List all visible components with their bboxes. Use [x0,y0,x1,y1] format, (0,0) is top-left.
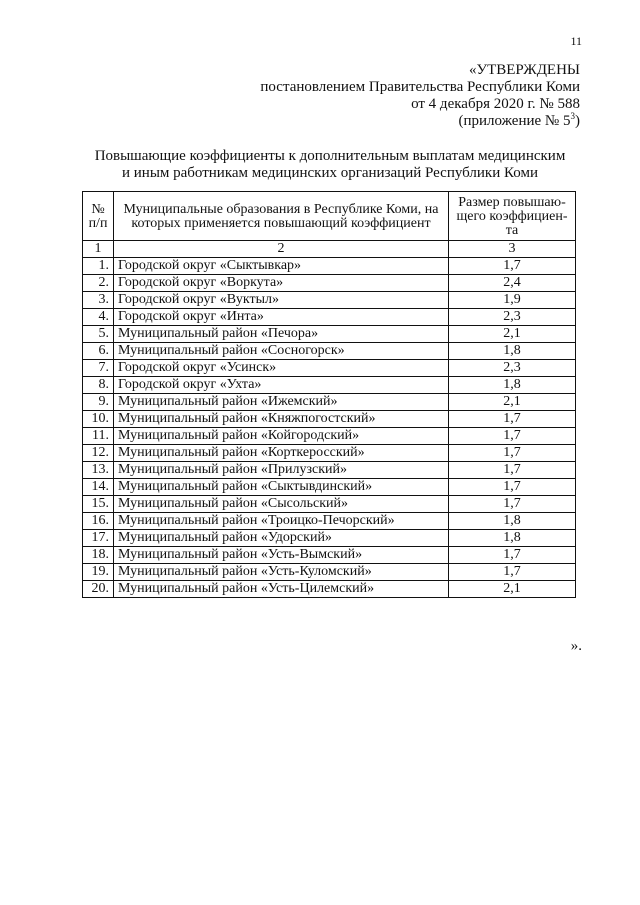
coefficient-value: 2,1 [449,326,576,343]
table-row [83,343,576,360]
coefficient-value: 2,1 [449,581,576,598]
coefficient-value: 1,7 [449,564,576,581]
table-row [83,479,576,496]
coefficient-value: 2,1 [449,394,576,411]
document-title [80,148,580,182]
row-number: 12. [83,445,114,462]
municipality-name: Муниципальный район «Печора» [114,326,449,343]
coefficient-value: 1,8 [449,530,576,547]
municipality-name: Муниципальный район «Прилузский» [114,462,449,479]
municipality-name: Муниципальный район «Княжпогостский» [114,411,449,428]
municipality-name: Муниципальный район «Троицко-Печорский» [114,513,449,530]
table-row [83,394,576,411]
municipality-name: Муниципальный район «Сысольский» [114,496,449,513]
title-line-1: Повышающие коэффициенты к дополнительным выплатам медицинским [94,148,566,164]
row-number: 7. [83,360,114,377]
table-body [83,241,576,598]
coefficient-value: 1,7 [449,445,576,462]
table-row [83,275,576,292]
row-number: 19. [83,564,114,581]
row-number: 14. [83,479,114,496]
municipality-name: Муниципальный район «Сосногорск» [114,343,449,360]
table-row [83,462,576,479]
table-row [83,428,576,445]
coefficient-value: 1,7 [449,258,576,275]
approval-date: от 4 декабря 2020 г. № 588 [411,96,580,112]
header-municipality: Муниципальные образования в Республике Коми, на которых применяется повышающий коэффициент [114,192,449,241]
row-number: 20. [83,581,114,598]
appendix-suffix: ) [575,113,580,129]
table-row [83,360,576,377]
coefficient-value: 1,7 [449,547,576,564]
header-number: № п/п [83,192,114,241]
approval-heading: «УТВЕРЖДЕНЫ [468,62,580,78]
coefficient-value: 1,8 [449,343,576,360]
municipality-name: Городской округ «Инта» [114,309,449,326]
row-number: 17. [83,530,114,547]
table-row [83,496,576,513]
column-index: 2 [114,241,449,258]
coefficient-value: 2,3 [449,360,576,377]
row-number: 9. [83,394,114,411]
table-row [83,411,576,428]
table-row [83,564,576,581]
approval-decree: постановлением Правительства Республики Коми [260,79,580,95]
row-number: 10. [83,411,114,428]
row-number: 11. [83,428,114,445]
table-row [83,530,576,547]
row-number: 16. [83,513,114,530]
coefficient-value: 1,7 [449,496,576,513]
page-number: 11 [570,34,582,48]
municipality-name: Муниципальный район «Удорский» [114,530,449,547]
municipality-name: Городской округ «Сыктывкар» [114,258,449,275]
row-number: 15. [83,496,114,513]
approval-appendix [260,113,580,130]
coefficient-value: 1,7 [449,479,576,496]
row-number: 2. [83,275,114,292]
municipality-name: Муниципальный район «Сыктывдинский» [114,479,449,496]
row-number: 8. [83,377,114,394]
approval-block [260,62,580,130]
table-row [83,547,576,564]
row-number: 6. [83,343,114,360]
table-row [83,292,576,309]
coefficient-value: 1,8 [449,377,576,394]
table-row [83,258,576,275]
table-header-row [83,192,576,241]
closing-quote: ». [570,638,582,654]
municipality-name: Муниципальный район «Усть-Куломский» [114,564,449,581]
appendix-superscript: 3 [570,111,575,121]
row-number: 3. [83,292,114,309]
table-row [83,326,576,343]
municipality-name: Муниципальный район «Ижемский» [114,394,449,411]
row-number: 4. [83,309,114,326]
coefficient-value: 1,7 [449,428,576,445]
row-number: 18. [83,547,114,564]
column-index-row [83,241,576,258]
municipality-name: Городской округ «Усинск» [114,360,449,377]
header-coefficient: Размер повышаю-щего коэффициен-та [449,192,576,241]
table-row [83,377,576,394]
row-number: 5. [83,326,114,343]
coefficient-value: 1,8 [449,513,576,530]
municipality-name: Муниципальный район «Койгородский» [114,428,449,445]
title-line-2: и иным работникам медицинских организаций Республики Коми [121,165,538,181]
column-index: 3 [449,241,576,258]
row-number: 13. [83,462,114,479]
table-row [83,445,576,462]
municipality-name: Муниципальный район «Усть-Вымский» [114,547,449,564]
table-row [83,581,576,598]
municipality-name: Городской округ «Вуктыл» [114,292,449,309]
appendix-prefix: (приложение № 5 [458,113,571,129]
coefficient-value: 1,9 [449,292,576,309]
table-row [83,513,576,530]
municipality-name: Муниципальный район «Усть-Цилемский» [114,581,449,598]
table-row [83,309,576,326]
coefficient-value: 1,7 [449,411,576,428]
coefficient-value: 2,4 [449,275,576,292]
coefficients-table [82,191,576,598]
coefficient-value: 1,7 [449,462,576,479]
municipality-name: Городской округ «Ухта» [114,377,449,394]
municipality-name: Муниципальный район «Корткеросский» [114,445,449,462]
row-number: 1. [83,258,114,275]
municipality-name: Городской округ «Воркута» [114,275,449,292]
coefficient-value: 2,3 [449,309,576,326]
column-index: 1 [83,241,114,258]
